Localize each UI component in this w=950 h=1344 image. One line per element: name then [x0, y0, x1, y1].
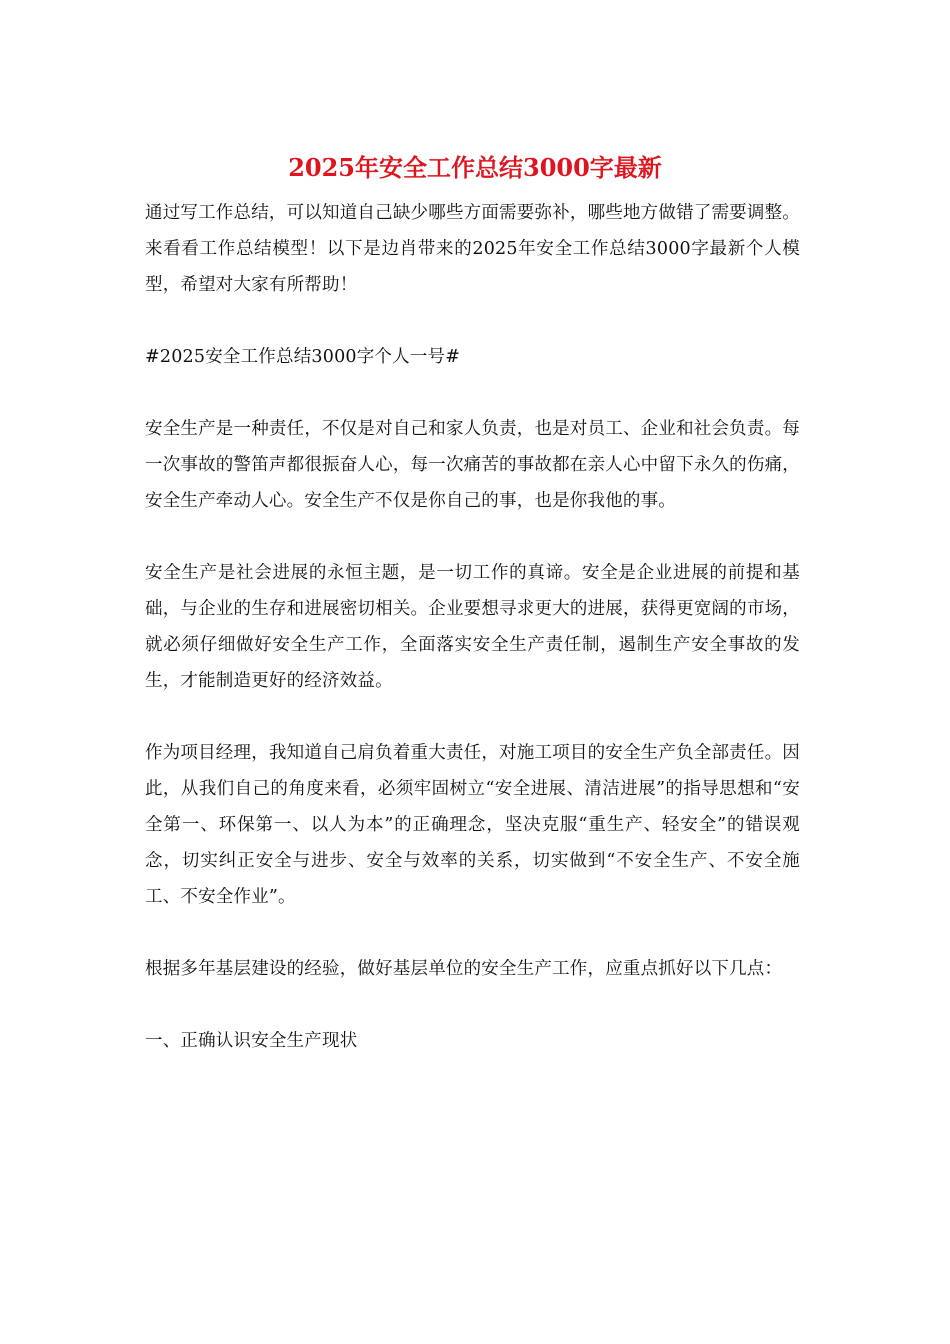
- section-tag: #2025安全工作总结3000字个人一号#: [145, 347, 461, 367]
- body-paragraph: 安全生产是社会进展的永恒主题，是一切工作的真谛。安全是企业进展的前提和基础，与企业的生存和进展密切相关。企业要想寻求更大的进展，获得更宽阔的市场，就必须仔细做好安全生产工作，全面落实安全生产责任制，遏制生产安全事故的发生，才能制造更好的经济效益。: [145, 563, 800, 691]
- intro-paragraph: 通过写工作总结，可以知道自己缺少哪些方面需要弥补，哪些地方做错了需要调整。来看看工作总结模型！以下是边肖带来的2025年安全工作总结3000字最新个人模型，希望对大家有所帮助！: [145, 203, 800, 295]
- body-paragraph: 作为项目经理，我知道自己肩负着重大责任，对施工项目的安全生产负全部责任。因此，从我们自己的角度来看，必须牢固树立“安全进展、清洁进展”的指导思想和“安全第一、环保第一、以人为本”的正确理念，坚决克服“重生产、轻安全”的错误观念，切实纠正安全与进步、安全与效率的关系，切实做到“不安全生产、不安全施工、不安全作业”。: [145, 743, 800, 907]
- body-paragraph: 安全生产是一种责任，不仅是对自己和家人负责，也是对员工、企业和社会负责。每一次事故的警笛声都很振奋人心，每一次痛苦的事故都在亲人心中留下永久的伤痛，安全生产牵动人心。安全生产不仅是你自己的事，也是你我他的事。: [145, 419, 800, 511]
- document-body: [145, 195, 800, 1059]
- section-heading: 一、正确认识安全生产现状: [145, 1031, 358, 1051]
- document-title: 2025年安全工作总结3000字最新: [288, 153, 662, 182]
- body-paragraph: 根据多年基层建设的经验，做好基层单位的安全生产工作，应重点抓好以下几点：: [145, 959, 783, 979]
